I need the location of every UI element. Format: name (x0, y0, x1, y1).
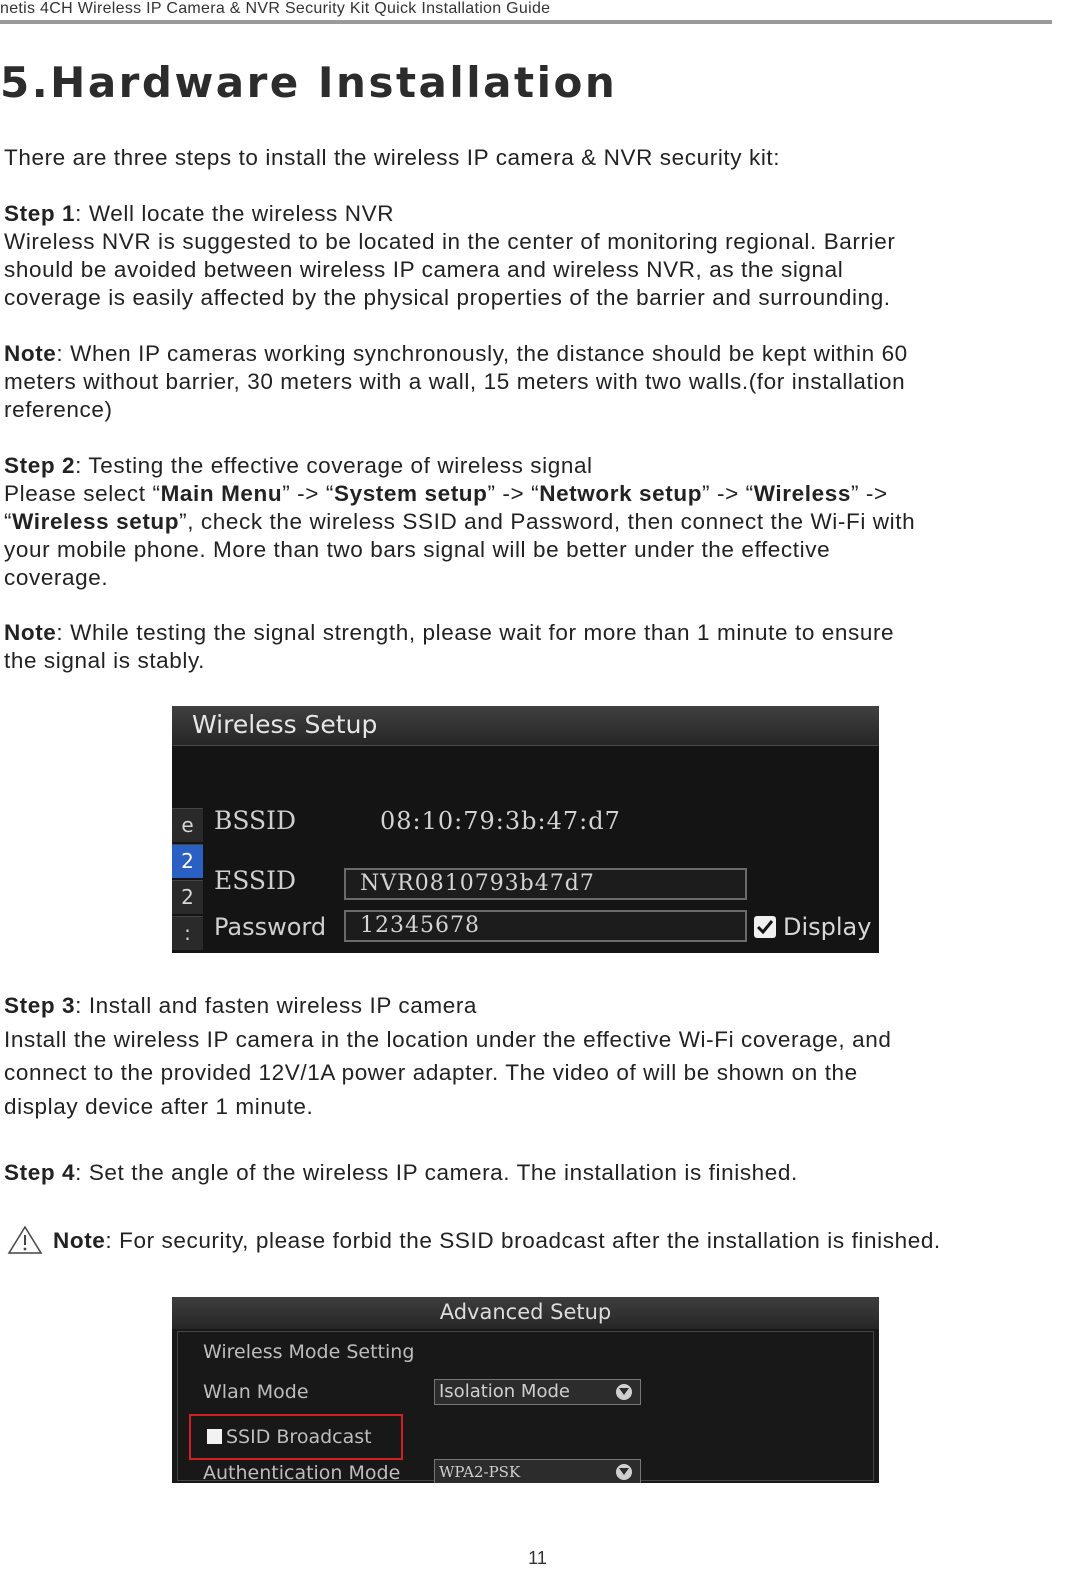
authentication-mode-select[interactable] (434, 1459, 641, 1483)
side-tab[interactable]: 2 (172, 880, 203, 914)
chevron-down-icon (616, 1464, 632, 1480)
wireless-mode-setting-label: Wireless Mode Setting (203, 1341, 415, 1363)
step1-block (4, 200, 1054, 312)
step3-line: Install the wireless IP camera in the location under the effective Wi-Fi coverage, and (4, 1026, 892, 1052)
step4-block (4, 1159, 1054, 1187)
note3-text: : For security, please forbid the SSID broadcast after the installation is finished. (105, 1228, 941, 1253)
wlan-mode-value: Isolation Mode (439, 1381, 570, 1402)
advanced-setup-titlebar (172, 1297, 879, 1329)
chevron-down-icon (616, 1384, 632, 1400)
note2-line: the signal is stably. (4, 648, 206, 673)
note3-block (53, 1227, 1073, 1255)
step3-line: display device after 1 minute. (4, 1093, 314, 1119)
essid-field[interactable] (344, 868, 747, 900)
side-tab-active[interactable]: 2 (172, 844, 203, 878)
wlan-mode-label: Wlan Mode (203, 1381, 309, 1403)
menu-separator: ” -> “ (487, 481, 540, 506)
password-label: Password (214, 913, 327, 941)
advanced-setup-title: Advanced Setup (439, 1300, 612, 1324)
page-number: 11 (528, 1548, 547, 1568)
menu-separator: ” -> “ (282, 481, 334, 506)
wireless-setup-screenshot (172, 706, 879, 953)
warning-triangle-icon (7, 1225, 43, 1255)
display-checkbox[interactable] (754, 916, 776, 938)
note3-label: Note (53, 1228, 106, 1253)
header-title: netis 4CH Wireless IP Camera & NVR Security Kit Quick Installation Guide (0, 0, 551, 17)
password-value: 12345678 (360, 913, 480, 938)
note2-block (4, 619, 1054, 675)
step2-heading: : Testing the effective coverage of wireless signal (75, 453, 593, 478)
step2-select-prefix: Please select “ (4, 481, 161, 506)
section-title: 5.Hardware Installation (0, 58, 618, 107)
menu-wireless: Wireless (753, 481, 851, 506)
side-tab[interactable]: e (172, 808, 203, 842)
step2-line: coverage. (4, 565, 109, 590)
essid-value: NVR0810793b47d7 (360, 871, 595, 896)
essid-label: ESSID (214, 866, 296, 895)
ssid-broadcast-label: SSID Broadcast (226, 1426, 372, 1448)
authentication-mode-value: WPA2-PSK (439, 1463, 521, 1481)
note1-text: : When IP cameras working synchronously, the distance should be kept within 60 (56, 341, 908, 366)
intro-paragraph (4, 144, 1054, 172)
step1-line: Wireless NVR is suggested to be located in the center of monitoring regional. Barrier (4, 229, 896, 254)
note1-block (4, 340, 1054, 424)
step2-line: your mobile phone. More than two bars signal will be better under the effective (4, 537, 831, 562)
note2-text: : While testing the signal strength, please wait for more than 1 minute to ensure (56, 620, 895, 645)
ssid-broadcast-checkbox[interactable] (207, 1429, 222, 1444)
menu-wireless-setup: Wireless setup (12, 509, 180, 534)
menu-separator: ” -> “ (702, 481, 754, 506)
step2-after: ”, check the wireless SSID and Password, then connect the Wi-Fi with (179, 509, 916, 534)
authentication-mode-label: Authentication Mode (203, 1462, 401, 1483)
step2-block (4, 452, 1054, 592)
step1-line: coverage is easily affected by the physical properties of the barrier and surrounding. (4, 285, 891, 310)
password-field[interactable] (344, 910, 747, 942)
step3-line: connect to the provided 12V/1A power adapter. The video of will be shown on the (4, 1060, 858, 1085)
note1-line: meters without barrier, 30 meters with a wall, 15 meters with two walls.(for installation (4, 369, 906, 394)
note1-line: reference) (4, 397, 113, 422)
menu-quote: “ (4, 509, 13, 534)
bssid-value: 08:10:79:3b:47:d7 (380, 807, 621, 835)
menu-separator: ” -> (850, 481, 888, 506)
step2-label: Step 2 (4, 453, 76, 478)
step3-block (4, 989, 1054, 1123)
menu-network-setup: Network setup (539, 481, 703, 506)
step4-text: : Set the angle of the wireless IP camera. The installation is finished. (75, 1160, 798, 1185)
display-label: Display (783, 913, 872, 941)
menu-main-menu: Main Menu (160, 481, 283, 506)
page-header (0, 0, 1052, 24)
advanced-setup-screenshot (172, 1297, 879, 1483)
side-tab[interactable]: : (172, 916, 203, 950)
step3-heading: : Install and fasten wireless IP camera (75, 993, 478, 1018)
checkmark-icon (756, 918, 774, 936)
wireless-setup-titlebar (172, 706, 879, 746)
note2-label: Note (4, 620, 57, 645)
step1-heading: : Well locate the wireless NVR (75, 201, 395, 226)
step4-label: Step 4 (4, 1160, 76, 1185)
wlan-mode-select[interactable] (434, 1379, 641, 1405)
note1-label: Note (4, 341, 57, 366)
step3-label: Step 3 (4, 993, 76, 1018)
bssid-label: BSSID (214, 806, 297, 835)
intro-text: There are three steps to install the wireless IP camera & NVR security kit: (4, 145, 781, 170)
menu-system-setup: System setup (333, 481, 488, 506)
step1-label: Step 1 (4, 201, 76, 226)
step1-line: should be avoided between wireless IP camera and wireless NVR, as the signal (4, 257, 844, 282)
wireless-setup-title: Wireless Setup (192, 710, 378, 739)
